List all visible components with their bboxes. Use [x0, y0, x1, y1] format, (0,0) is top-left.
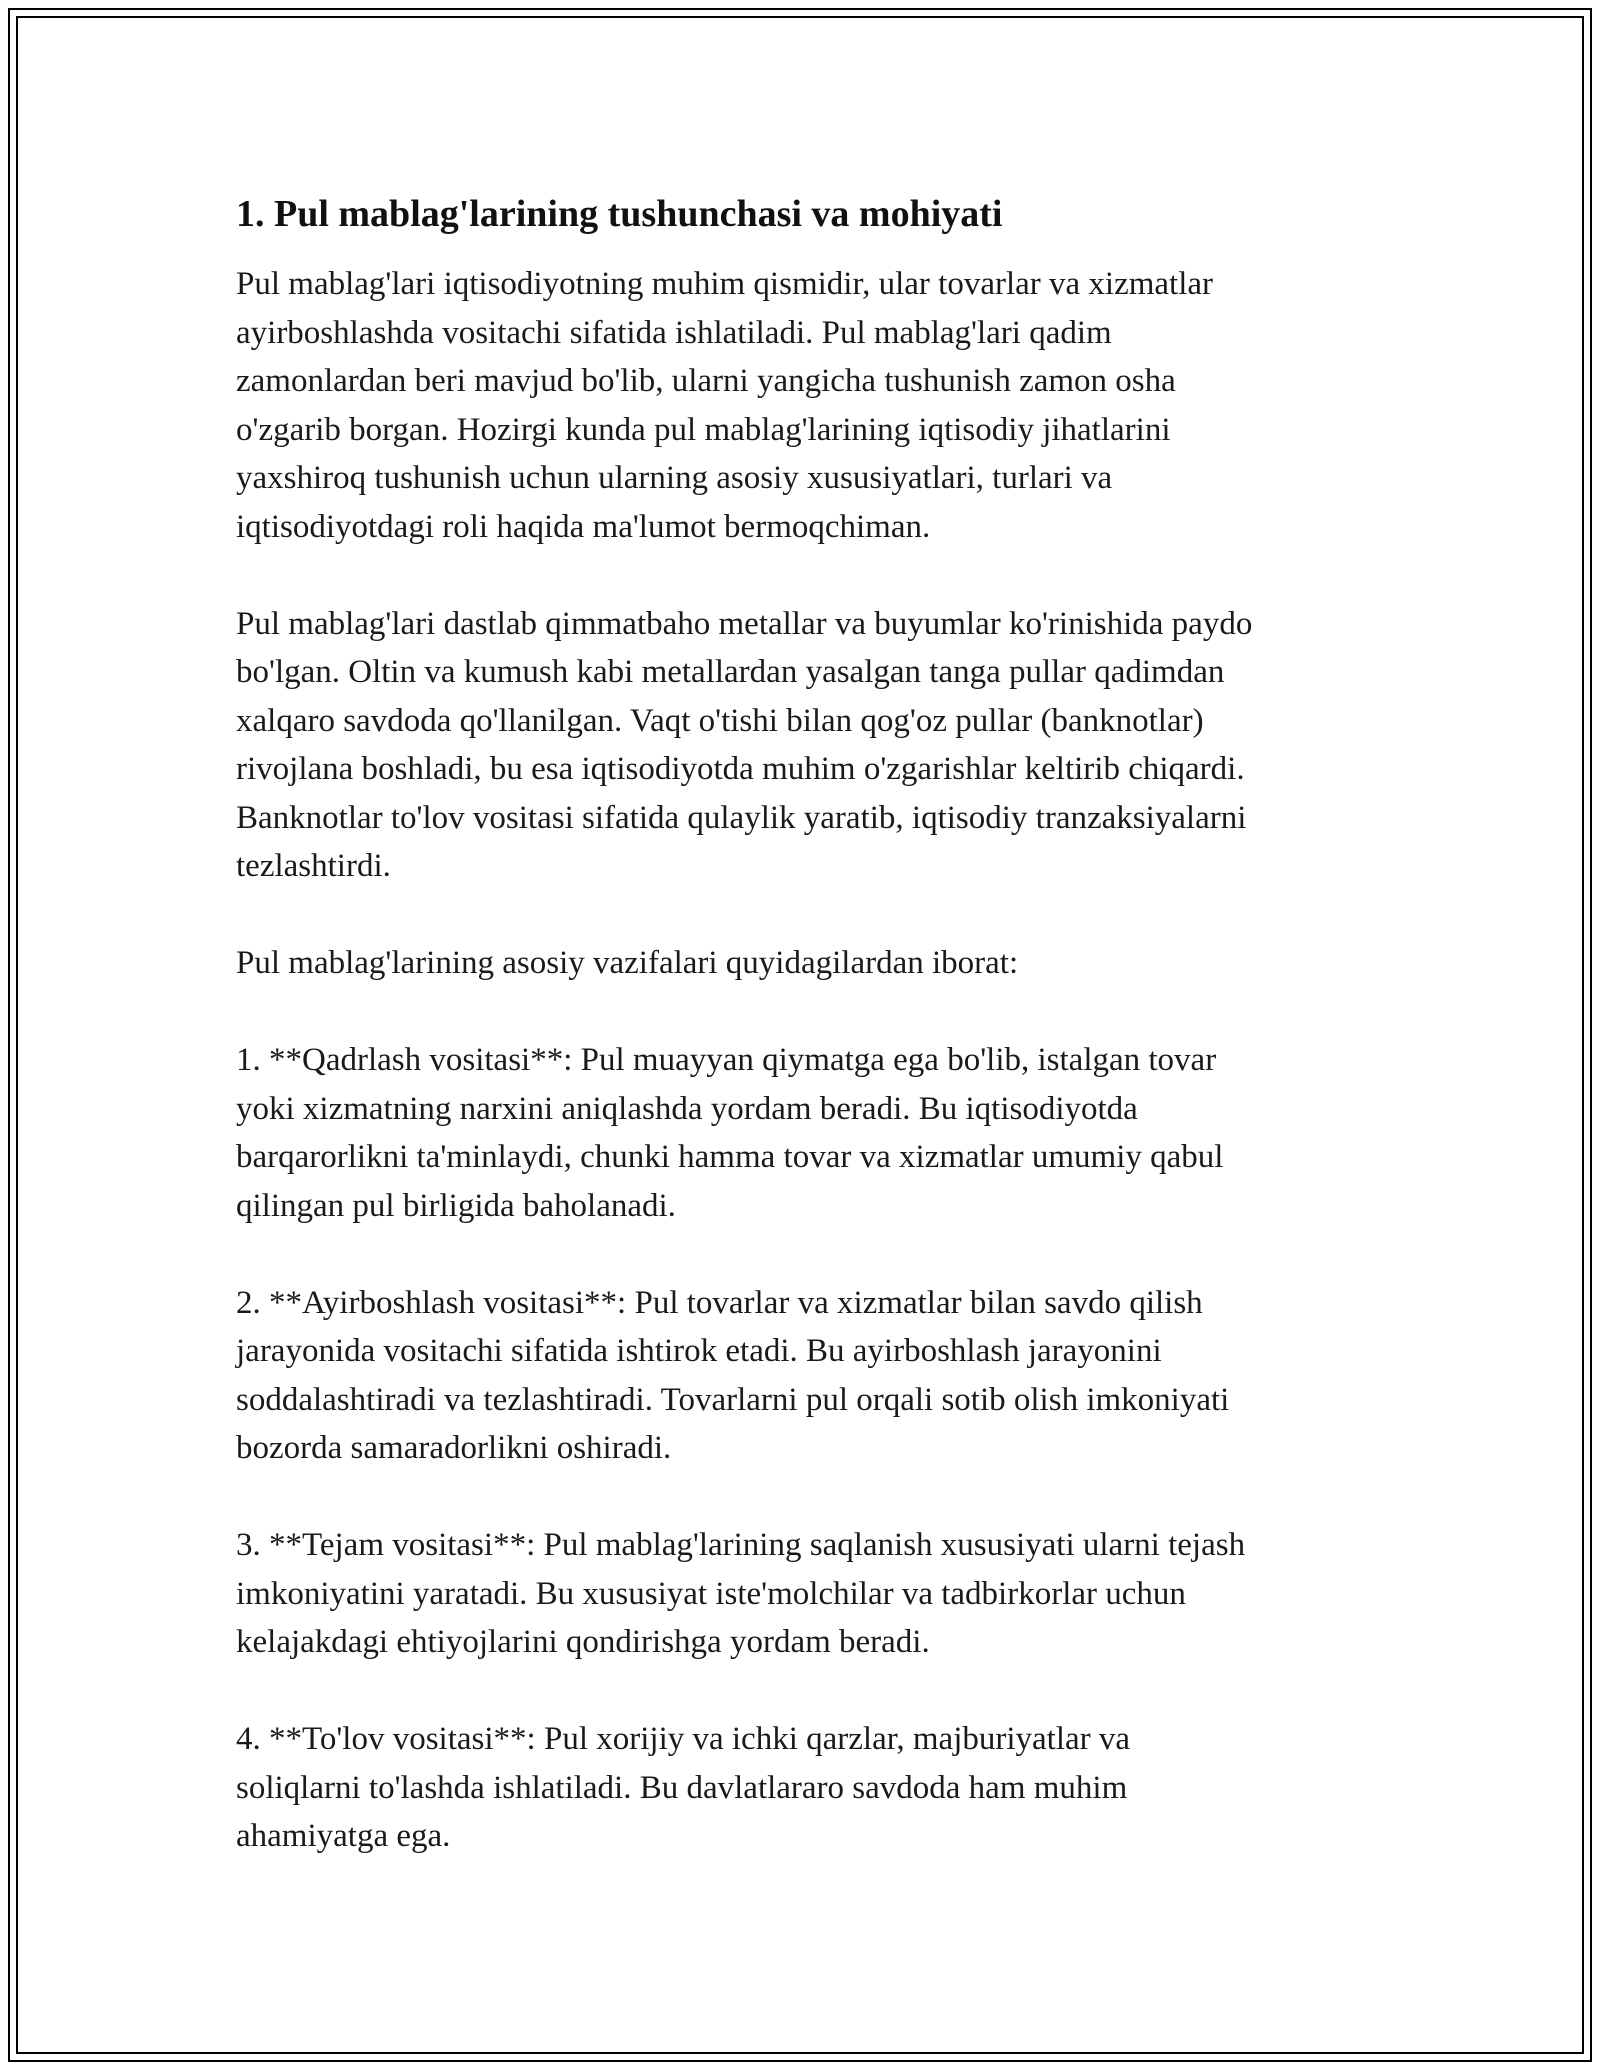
paragraph-line: rivojlana boshladi, bu esa iqtisodiyotda muhim o'zgarishlar keltirib chiqardi. — [236, 751, 1245, 787]
paragraph-line: xalqaro savdoda qo'llanilgan. Vaqt o'tishi bilan qog'oz pullar (banknotlar) — [236, 702, 1204, 739]
paragraph — [236, 1036, 1386, 1230]
paragraph-line: ayirboshlashda vositachi sifatida ishlatiladi. Pul mablag'lari qadim — [236, 314, 1112, 351]
paragraph-line: 1. **Qadrlash vositasi**: Pul muayyan qiymatga ega bo'lib, istalgan tovar — [236, 1042, 1217, 1078]
paragraph-line: kelajakdagi ehtiyojlarini qondirishga yordam beradi. — [236, 1624, 930, 1660]
paragraph — [236, 1715, 1386, 1861]
paragraph-line: qilingan pul birligida baholanadi. — [236, 1187, 676, 1224]
paragraph-line: 4. **To'lov vositasi**: Pul xorijiy va ichki qarzlar, majburiyatlar va — [236, 1721, 1131, 1757]
paragraph-line: iqtisodiyotdagi roli haqida ma'lumot bermoqchiman. — [236, 508, 931, 545]
paragraph-line: bo'lgan. Oltin va kumush kabi metallardan yasalgan tanga pullar qadimdan — [236, 654, 1225, 690]
paragraph-line: soddalashtiradi va tezlashtiradi. Tovarlarni pul orqali sotib olish imkoniyati — [236, 1381, 1230, 1418]
paragraph-line: barqarorlikni ta'minlaydi, chunki hamma tovar va xizmatlar umumiy qabul — [236, 1139, 1224, 1175]
paragraph-line: Banknotlar to'lov vositasi sifatida qulaylik yaratib, iqtisodiy tranzaksiyalarni — [236, 799, 1247, 836]
paragraph-line: imkoniyatini yaratadi. Bu xususiyat iste'molchilar va tadbirkorlar uchun — [236, 1575, 1186, 1612]
paragraph — [236, 600, 1386, 891]
paragraph-line: 2. **Ayirboshlash vositasi**: Pul tovarlar va xizmatlar bilan savdo qilish — [236, 1284, 1203, 1321]
section-heading: 1. Pul mablag'larining tushunchasi va mohiyati — [236, 193, 1003, 235]
paragraph-line: ahamiyatga ega. — [236, 1818, 451, 1854]
paragraph-line: yoki xizmatning narxini aniqlashda yordam beradi. Bu iqtisodiyotda — [236, 1090, 1138, 1127]
paragraph-line: bozorda samaradorlikni oshiradi. — [236, 1430, 672, 1466]
paragraph-line: zamonlardan beri mavjud bo'lib, ularni yangicha tushunish zamon osha — [236, 363, 1176, 399]
paragraph — [236, 260, 1386, 551]
paragraph-line: Pul mablag'lari dastlab qimmatbaho metallar va buyumlar ko'rinishida paydo — [236, 605, 1253, 642]
paragraph — [236, 1521, 1386, 1667]
paragraph-line: 3. **Tejam vositasi**: Pul mablag'larining saqlanish xususiyati ularni tejash — [236, 1527, 1246, 1563]
paragraph-list — [236, 260, 1386, 1861]
paragraph-line: yaxshiroq tushunish uchun ularning asosiy xususiyatlari, turlari va — [236, 460, 1113, 496]
document-body — [236, 188, 1386, 1909]
paragraph-line: o'zgarib borgan. Hozirgi kunda pul mablag'larining iqtisodiy jihatlarini — [236, 411, 1171, 448]
paragraph — [236, 939, 1386, 988]
paragraph-line: Pul mablag'lari iqtisodiyotning muhim qismidir, ular tovarlar va xizmatlar — [236, 266, 1214, 302]
paragraph-line: Pul mablag'larining asosiy vazifalari quyidagilardan iborat: — [236, 945, 1019, 981]
paragraph-line: jarayonida vositachi sifatida ishtirok etadi. Bu ayirboshlash jarayonini — [236, 1333, 1162, 1369]
paragraph — [236, 1279, 1386, 1473]
paragraph-line: soliqlarni to'lashda ishlatiladi. Bu davlatlararo savdoda ham muhim — [236, 1769, 1128, 1806]
paragraph-line: tezlashtirdi. — [236, 848, 391, 884]
